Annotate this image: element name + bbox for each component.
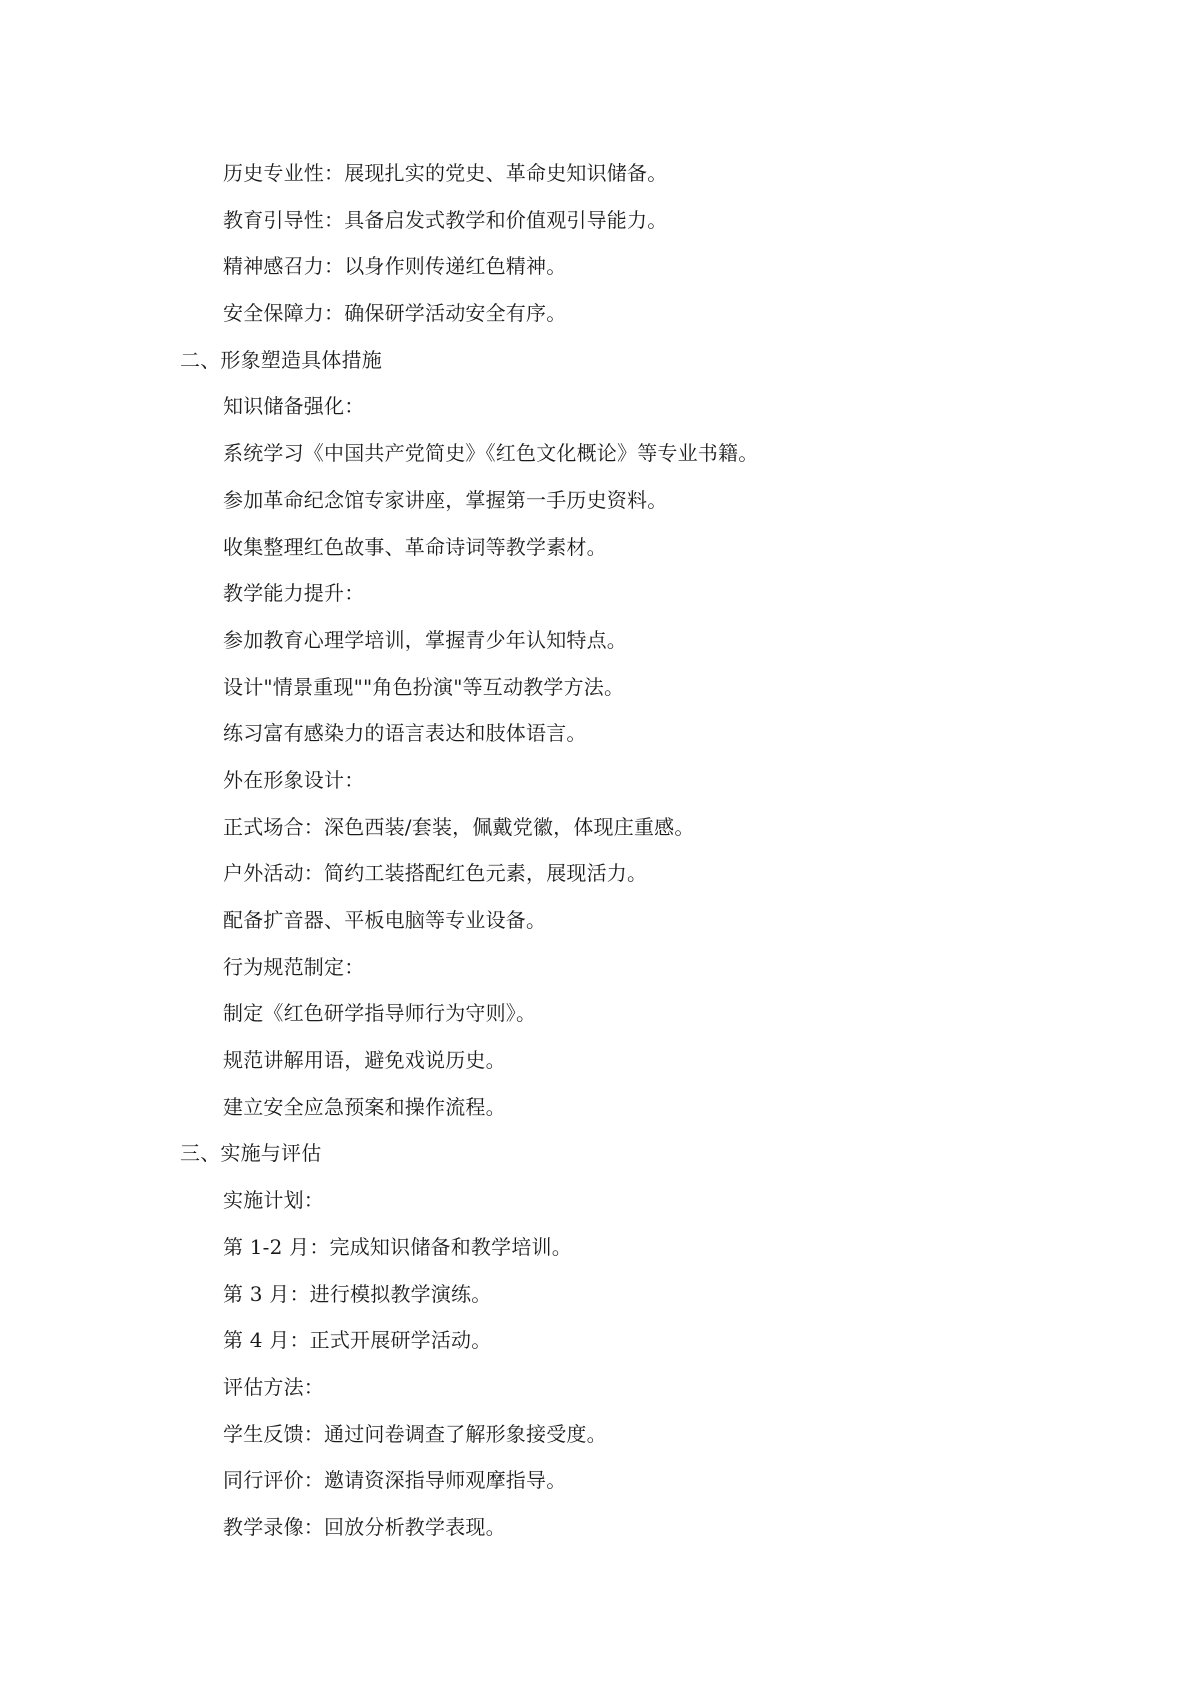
body-line-expression-practice: 练习富有感染力的语言表达和肢体语言。 (223, 721, 587, 746)
document-body (0, 150, 1191, 1551)
body-line-study-books: 系统学习《中国共产党简史》《红色文化概论》等专业书籍。 (223, 441, 759, 466)
subheading-knowledge: 知识储备强化： (223, 394, 365, 419)
body-line-language-norms: 规范讲解用语，避免戏说历史。 (223, 1048, 506, 1073)
subheading-appearance: 外在形象设计： (223, 767, 365, 792)
body-line-psychology-training: 参加教育心理学培训，掌握青少年认知特点。 (223, 627, 627, 652)
body-line-month-4: 第 4 月：正式开展研学活动。 (223, 1328, 492, 1353)
body-line-teaching-video: 教学录像：回放分析教学表现。 (223, 1514, 506, 1539)
section-heading-measures: 二、形象塑造具体措施 (180, 347, 382, 372)
body-line-history-professionalism: 历史专业性：展现扎实的党史、革命史知识储备。 (223, 161, 668, 185)
body-line-safety-assurance: 安全保障力：确保研学活动安全有序。 (223, 301, 567, 326)
body-line-equipment: 配备扩音器、平板电脑等专业设备。 (223, 908, 547, 932)
section-heading-implementation: 三、实施与评估 (180, 1141, 322, 1166)
body-line-code-of-conduct: 制定《红色研学指导师行为守则》。 (223, 1001, 537, 1026)
body-line-emergency-plan: 建立安全应急预案和操作流程。 (223, 1094, 506, 1119)
body-line-interactive-methods: 设计"情景重现""角色扮演"等互动教学方法。 (223, 674, 625, 699)
subheading-evaluation: 评估方法： (223, 1374, 324, 1399)
subheading-teaching: 教学能力提升： (223, 581, 365, 606)
body-line-formal-occasions: 正式场合：深色西装/套装，佩戴党徽，体现庄重感。 (223, 814, 695, 839)
body-line-lectures: 参加革命纪念馆专家讲座，掌握第一手历史资料。 (223, 487, 668, 512)
body-line-month-1-2: 第 1-2 月：完成知识储备和教学培训。 (223, 1234, 572, 1259)
subheading-conduct: 行为规范制定： (223, 954, 365, 979)
subheading-plan: 实施计划： (223, 1188, 324, 1213)
body-line-month-3: 第 3 月：进行模拟教学演练。 (223, 1281, 492, 1306)
body-line-student-feedback: 学生反馈：通过问卷调查了解形象接受度。 (223, 1421, 607, 1446)
body-line-outdoor-activities: 户外活动：简约工装搭配红色元素，展现活力。 (223, 861, 648, 886)
body-line-education-guidance: 教育引导性：具备启发式教学和价值观引导能力。 (223, 207, 668, 232)
body-line-spiritual-appeal: 精神感召力：以身作则传递红色精神。 (223, 254, 567, 279)
body-line-peer-review: 同行评价：邀请资深指导师观摩指导。 (223, 1468, 567, 1493)
body-line-materials: 收集整理红色故事、革命诗词等教学素材。 (223, 534, 607, 559)
